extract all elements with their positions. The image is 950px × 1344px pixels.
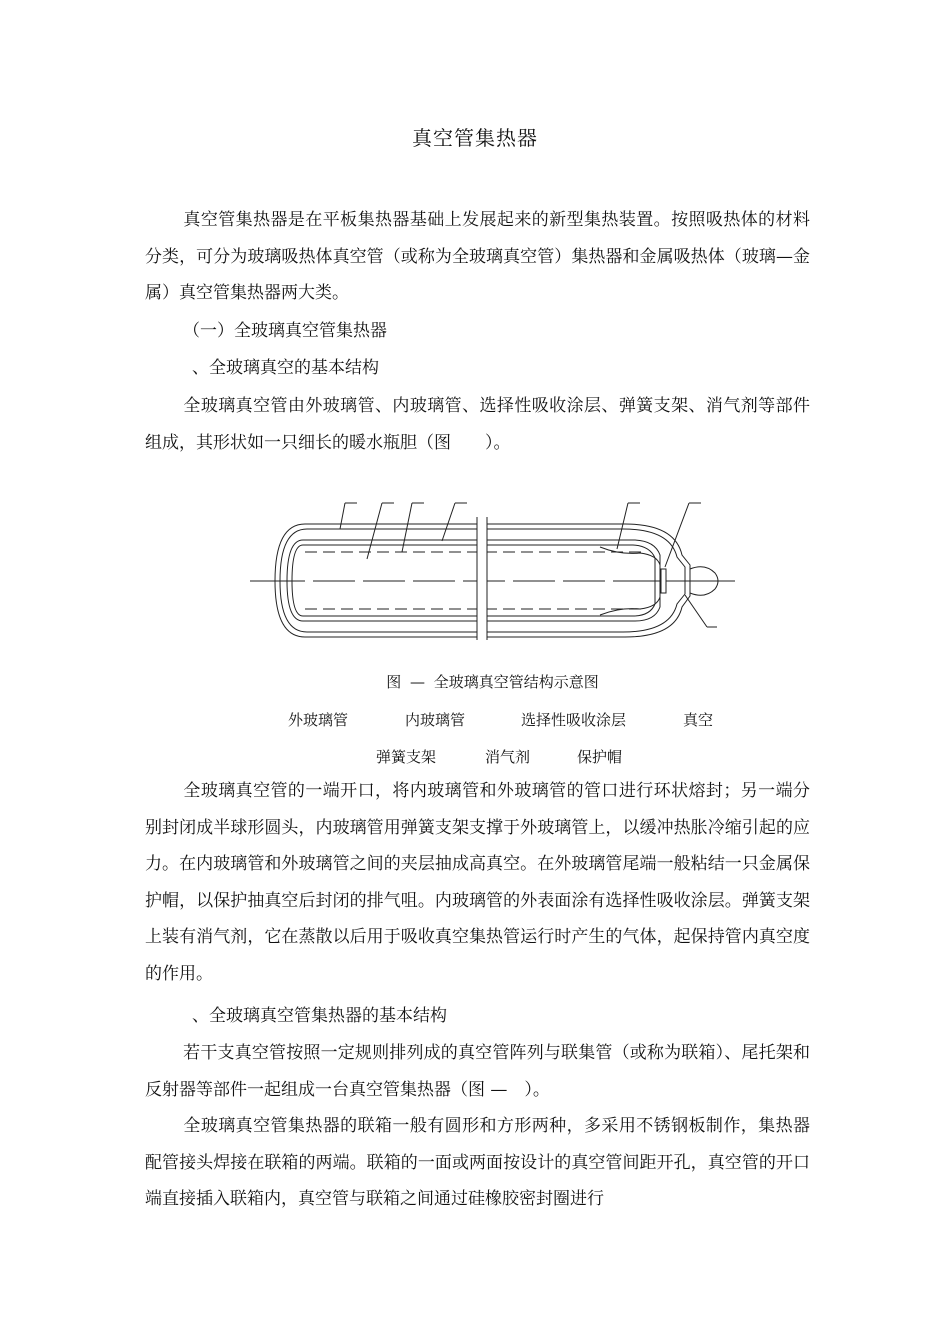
getter: [661, 569, 666, 593]
detail-text: 全玻璃真空管的一端开口，将内玻璃管和外玻璃管的管口进行环状熔封；另一端分别封闭成半球形圆头，内玻璃管用弹簧支架支撑于外玻璃管上，以缓冲热胀冷缩引起的应力。在内玻璃管和外玻璃管之间的夹层抽成高真空。在外玻璃管尾端一般粘结一只金属保护帽，以保护抽真空后封闭的排气咀。内玻璃管的外表面涂有选择性吸收涂层。弹簧支架上装有消气剂，它在蒸散以后用于吸收真空集热管运行时产生的气体，起保持管内真空度的作用。: [145, 781, 810, 984]
legend-inner-tube: 内玻璃管: [405, 711, 466, 729]
intro-paragraph: [145, 202, 810, 312]
legend-cap: 保护帽: [577, 748, 623, 766]
sub1-heading: 、全玻璃真空的基本结构: [192, 358, 379, 378]
legend-coating: 选择性吸收涂层: [521, 711, 627, 729]
array-paragraph: [145, 1035, 810, 1108]
vacuum-tube-diagram: [245, 495, 745, 640]
figure-caption: 图 — 全玻璃真空管结构示意图: [386, 673, 599, 691]
legend-vacuum: 真空: [683, 711, 714, 729]
legend-spring: 弹簧支架: [376, 748, 437, 766]
legend-getter: 消气剂: [485, 748, 531, 766]
sub2-heading: 、全玻璃真空管集热器的基本结构: [192, 1006, 447, 1026]
header-paragraph: [145, 1108, 810, 1218]
structure-text: 全玻璃真空管由外玻璃管、内玻璃管、选择性吸收涂层、弹簧支架、消气剂等部件组成，其形状如一只细长的暖水瓶胆（图 ）。: [145, 396, 810, 453]
page-title: 真空管集热器: [412, 126, 538, 150]
detail-paragraph: [145, 773, 810, 992]
array-text: 若干支真空管按照一定规则排列成的真空管阵列与联集管（或称为联箱）、尾托架和反射器等部件一起组成一台真空管集热器（图 — ）。: [145, 1043, 810, 1100]
header-text: 全玻璃真空管集热器的联箱一般有圆形和方形两种，多采用不锈钢板制作，集热器配管接头焊接在联箱的两端。联箱的一面或两面按设计的真空管间距开孔，真空管的开口端直接插入联箱内，真空管与联箱之间通过硅橡胶密封圈进行: [145, 1116, 810, 1209]
structure-paragraph: [145, 388, 810, 461]
spring-support: [600, 547, 660, 565]
intro-text: 真空管集热器是在平板集热器基础上发展起来的新型集热装置。按照吸热体的材料分类，可分为玻璃吸热体真空管（或称为全玻璃真空管）集热器和金属吸热体（玻璃—金属）真空管集热器两大类。: [145, 210, 810, 303]
section1-heading: （一）全玻璃真空管集热器: [183, 321, 387, 341]
legend-outer-tube: 外玻璃管: [288, 711, 349, 729]
